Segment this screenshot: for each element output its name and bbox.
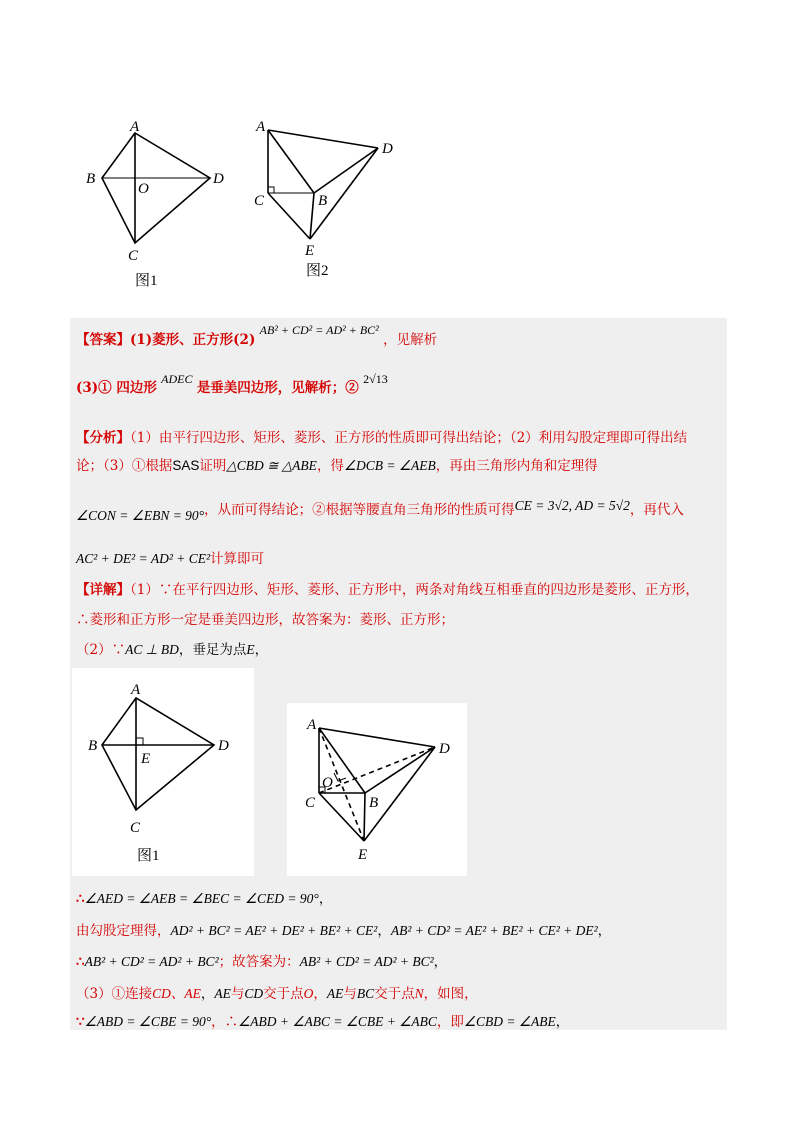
label-d: D [213, 171, 224, 187]
label-o: O [322, 775, 333, 791]
detail-line-1: 【详解】（1）∵在平行四边形、矩形、菱形、正方形中，两条对角线互相垂直的四边形是菱形、正方形， [76, 582, 699, 598]
detail-line-2: ∴菱形和正方形一定是垂美四边形，故答案为：菱形、正方形； [76, 612, 454, 628]
label-a: A [307, 717, 317, 733]
label-e: E [305, 243, 315, 259]
label-b: B [318, 193, 328, 209]
label-d: D [218, 738, 229, 754]
analysis-line-2: 论；（3）①根据SAS证明△CBD ≅ △ABE，得∠DCB = ∠AEB，再由三角形内角和定理得 [76, 458, 598, 474]
label-a: A [131, 682, 141, 698]
detail2-line-3: ∴AB² + CD² = AD² + BC²；故答案为：AB² + CD² = AD² + BC²， [76, 954, 448, 970]
label-c: C [128, 248, 139, 264]
figure-1-mid [72, 668, 254, 876]
answer-formula: AB² + CD² = AD² + BC² [259, 323, 379, 337]
answer-line-2: (3)① 四边形 ADEC 是垂美四边形，见解析；② 2√13 [76, 372, 388, 396]
figure-2-mid-frame [287, 703, 467, 876]
label-b: B [86, 171, 96, 187]
label-a: A [130, 119, 140, 135]
label-c: C [254, 193, 265, 209]
label-e: E [358, 847, 368, 863]
label-b: B [88, 738, 98, 754]
detail2-line-4: （3）①连接CD、AE，AE与CD交于点O，AE与BC交于点N，如图， [76, 986, 478, 1002]
label-o: O [138, 181, 149, 197]
label-d: D [382, 141, 393, 157]
detail2-line-2: 由勾股定理得，AD² + BC² = AE² + DE² + BE² + CE²，AB² + CD² = AE² + BE² + CE² + DE²， [76, 923, 612, 939]
figure-1-mid-frame [72, 668, 254, 876]
detail-line-3: （2）∵AC ⊥ BD，垂足为点E， [76, 642, 269, 658]
label-a: A [256, 119, 266, 135]
analysis-line-3: ∠CON = ∠EBN = 90°，从而可得结论；②根据等腰直角三角形的性质可得CE = 3√2, AD = 5√2，再代入 [76, 498, 684, 523]
detail2-line-1: ∴∠AED = ∠AEB = ∠BEC = ∠CED = 90°， [76, 891, 333, 907]
figure-2-top [248, 115, 408, 290]
figure-caption: 图2 [306, 263, 329, 279]
analysis-line-4: AC² + DE² = AD² + CE²计算即可 [76, 551, 265, 567]
answer-line-1: 【答案】(1)菱形、正方形(2) AB² + CD² = AD² + BC² ，见解析 [76, 323, 438, 348]
label-d: D [439, 741, 450, 757]
analysis-line-1: 【分析】（1）由平行四边形、矩形、菱形、正方形的性质即可得出结论；（2）利用勾股定理即可得出结 [76, 430, 688, 446]
figure-1-top [80, 115, 240, 290]
label-c: C [130, 820, 141, 836]
label-b: B [369, 795, 379, 811]
label-e: E [141, 751, 151, 767]
figure-caption: 图1 [135, 273, 158, 289]
label-c: C [305, 795, 316, 811]
detail2-line-5: ∵∠ABD = ∠CBE = 90°，∴∠ABD + ∠ABC = ∠CBE + ∠ABC，即∠CBD = ∠ABE， [76, 1014, 570, 1030]
figure-caption: 图1 [137, 848, 160, 864]
figure-2-mid [287, 703, 467, 876]
